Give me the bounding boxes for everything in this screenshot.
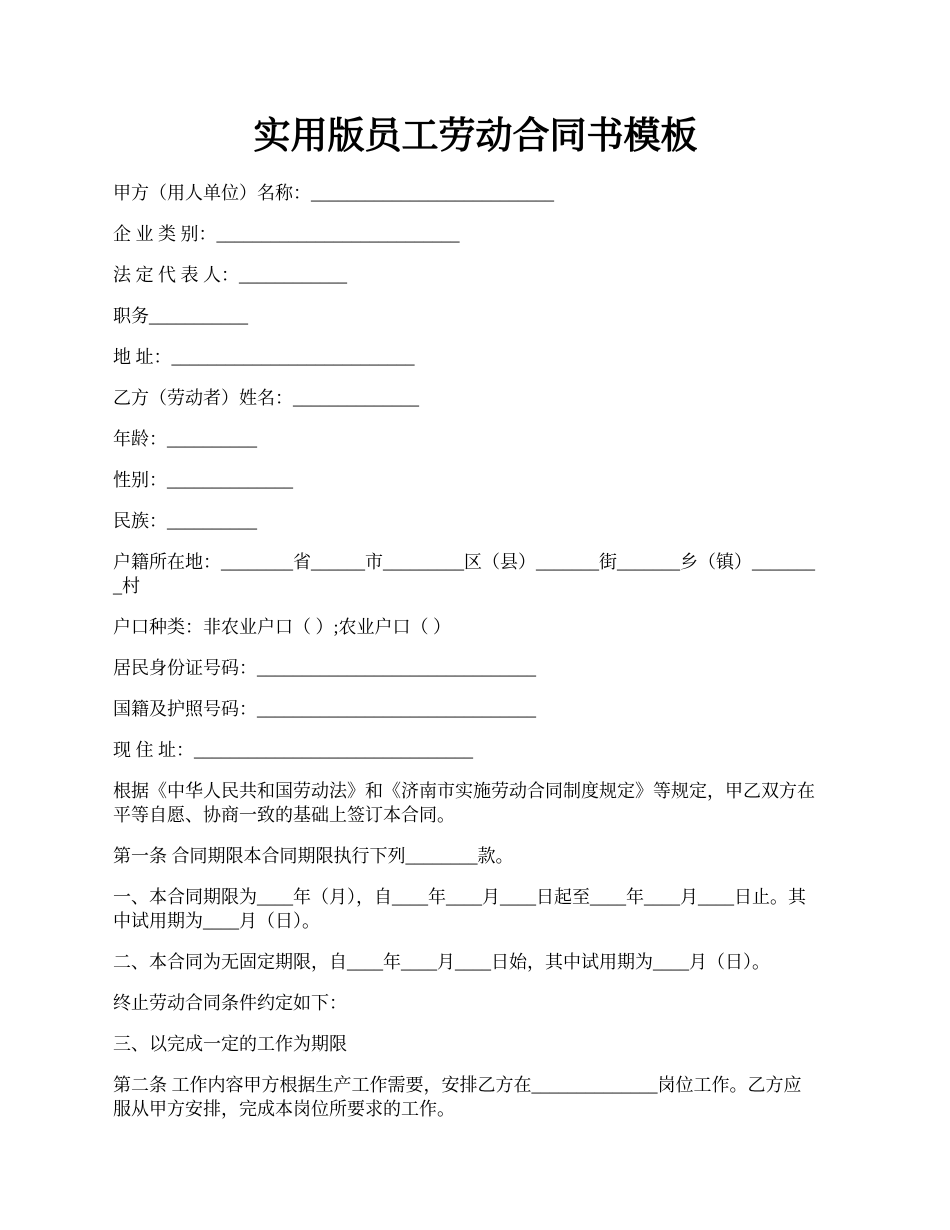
ethnicity-field: 民族：__________ bbox=[113, 511, 257, 531]
clause-1-line-1: 一、本合同期限为____年（月），自____年____月____日起至____年____月____日止。其 bbox=[113, 887, 806, 907]
party-a-address-field: 地 址：___________________________ bbox=[113, 347, 415, 367]
age-field: 年龄：__________ bbox=[113, 429, 257, 449]
article-2-paragraph bbox=[113, 1073, 838, 1121]
document-content bbox=[113, 113, 838, 1138]
nationality-passport-field: 国籍及护照号码：_______________________________ bbox=[113, 699, 536, 719]
clause-2-paragraph: 二、本合同为无固定期限，自____年____月____日始，其中试用期为____月（日）。 bbox=[113, 952, 770, 972]
current-address-field: 现 住 址：_______________________________ bbox=[113, 740, 473, 760]
article-2-line-2: 服从甲方安排，完成本岗位所要求的工作。 bbox=[113, 1099, 455, 1119]
clause-1-line-2: 中试用期为____月（日）。 bbox=[113, 911, 320, 931]
id-number-field: 居民身份证号码：_______________________________ bbox=[113, 658, 536, 678]
article-1-heading: 第一条 合同期限本合同期限执行下列________款。 bbox=[113, 846, 514, 866]
article-2-line-1: 第二条 工作内容甲方根据生产工作需要，安排乙方在______________岗位工作。乙方应 bbox=[113, 1075, 802, 1095]
household-location-line-2: _村 bbox=[113, 576, 140, 596]
preamble-paragraph bbox=[113, 779, 838, 827]
household-location-field bbox=[113, 550, 838, 598]
household-location-line-1: 户籍所在地：________省______市_________区（县）_______街_______乡（镇）_______ bbox=[113, 552, 815, 572]
gender-field: 性别：______________ bbox=[113, 470, 293, 490]
position-field: 职务___________ bbox=[113, 306, 248, 326]
termination-conditions-paragraph: 终止劳动合同条件约定如下： bbox=[113, 993, 347, 1013]
legal-representative-field: 法 定 代 表 人：____________ bbox=[113, 265, 347, 285]
document-title: 实用版员工劳动合同书模板 bbox=[253, 116, 698, 157]
clause-1-paragraph bbox=[113, 885, 838, 933]
enterprise-type-field: 企 业 类 别：___________________________ bbox=[113, 224, 460, 244]
household-type-field: 户口种类：非农业户口（ ）;农业户口（ ） bbox=[113, 617, 451, 637]
clause-3-paragraph: 三、以完成一定的工作为期限 bbox=[113, 1034, 347, 1054]
preamble-line-2: 平等自愿、协商一致的基础上签订本合同。 bbox=[113, 805, 455, 825]
party-b-name-field: 乙方（劳动者）姓名：______________ bbox=[113, 388, 419, 408]
party-a-name-field: 甲方（用人单位）名称：___________________________ bbox=[113, 183, 554, 203]
preamble-line-1: 根据《中华人民共和国劳动法》和《济南市实施劳动合同制度规定》等规定，甲乙双方在 bbox=[113, 781, 815, 801]
